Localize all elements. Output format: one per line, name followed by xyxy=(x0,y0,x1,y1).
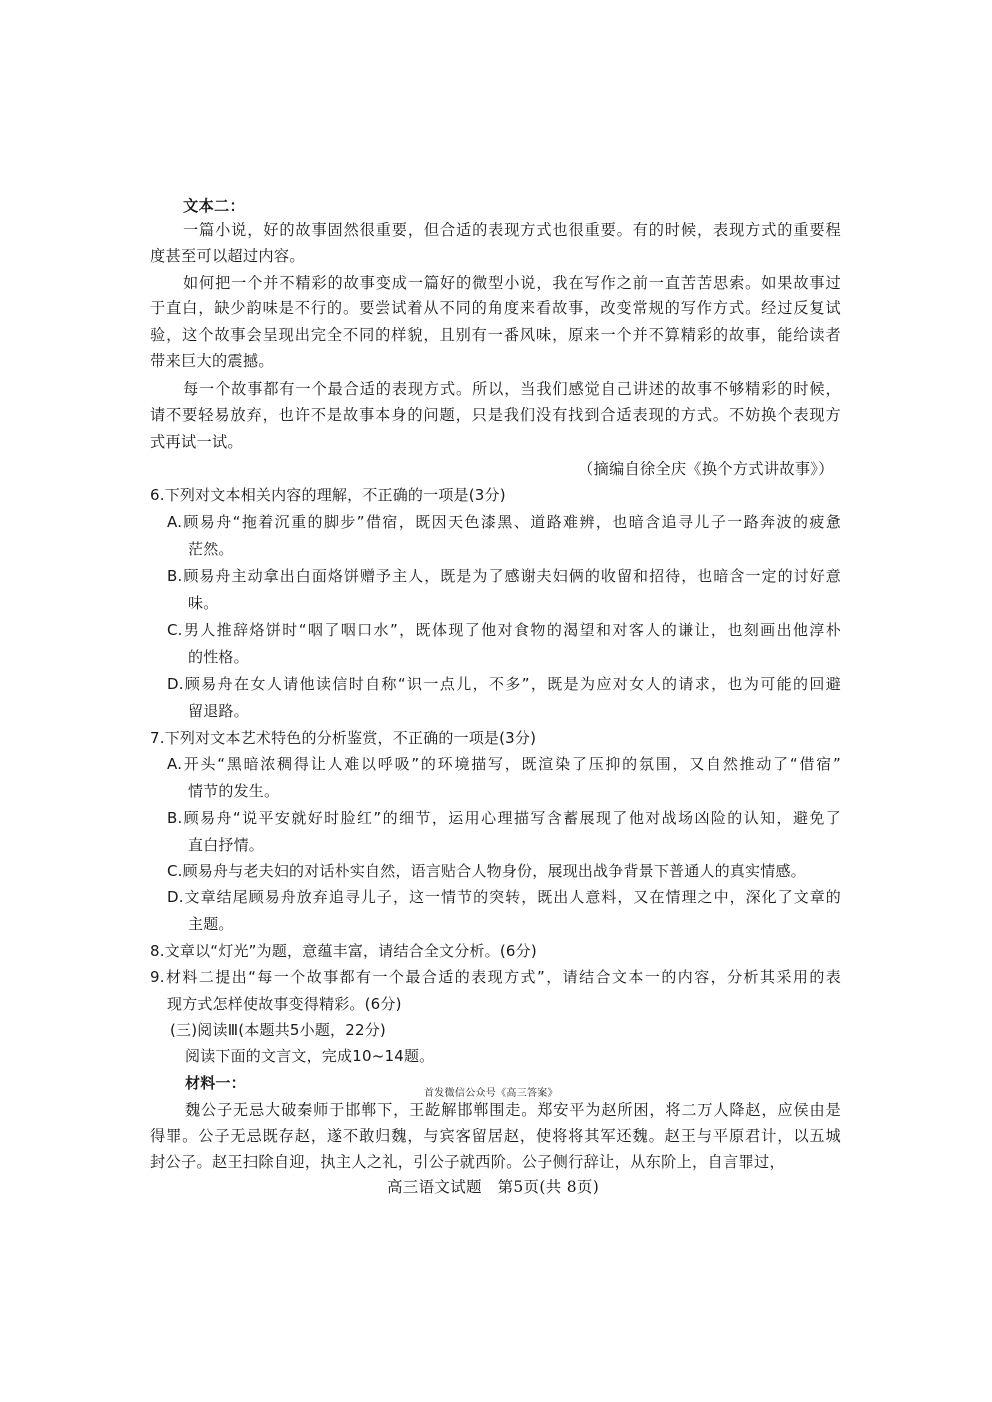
q7-option-c: C.顾易舟与老夫妇的对话朴实自然，语言贴合人物身份，展现出战争背景下普通人的真实情感。 xyxy=(167,862,806,880)
q7-option-a-cont: 情节的发生。 xyxy=(188,782,280,800)
q9-stem-line1: 9.材料二提出“每一个故事都有一个最合适的表现方式”，请结合文本一的内容，分析其采用的表 xyxy=(150,968,841,986)
q6-option-d: D.顾易舟在女人请他读信时自称“识一点儿，不多”，既是为应对女人的请求，也为可能的回避 xyxy=(167,675,841,693)
q6-option-b-cont: 味。 xyxy=(188,594,219,612)
text2-p1-line2: 度甚至可以超过内容。 xyxy=(150,247,305,265)
text2-p3-line1: 每一个故事都有一个最合适的表现方式。所以，当我们感觉自己讲述的故事不够精彩的时候， xyxy=(183,380,841,398)
material1-line3: 封公子。赵王扫除自迎，执主人之礼，引公子就西阶。公子侧行辞让，从东阶上，自言罪过， xyxy=(150,1153,785,1171)
text2-p3-line3: 式再试一试。 xyxy=(150,433,243,451)
text2-p2-line1: 如何把一个并不精彩的故事变成一篇好的微型小说，我在写作之前一直苦苦思索。如果故事过 xyxy=(183,274,841,292)
material1-heading: 材料一： xyxy=(185,1074,246,1092)
q7-option-b: B.顾易舟“说平安就好时脸红”的细节，运用心理描写含蓄展现了他对战场凶险的认知，避免了 xyxy=(167,809,841,827)
text2-p1-line1: 一篇小说，好的故事固然很重要，但合适的表现方式也很重要。有的时候，表现方式的重要程 xyxy=(183,221,841,239)
q6-option-c: C.男人推辞烙饼时“咽了咽口水”，既体现了他对食物的渴望和对客人的谦让，也刻画出他淳朴 xyxy=(167,621,841,639)
material1-line1: 魏公子无忌大破秦师于邯郸下，王龁解邯郸围走。郑安平为赵所困，将二万人降赵，应侯由是 xyxy=(185,1101,841,1119)
page-footer: 高三语文试题 第5页(共 8页) xyxy=(387,1178,600,1196)
q6-stem: 6.下列对文本相关内容的理解，不正确的一项是(3分) xyxy=(150,486,506,504)
watermark-text: 首发微信公众号《高三答案》 xyxy=(424,1088,558,1099)
text2-source: （摘编自徐全庆《换个方式讲故事》） xyxy=(578,460,834,478)
text2-p2-line4: 带来巨大的震撼。 xyxy=(150,352,274,370)
section3-title: (三)阅读Ⅲ(本题共5小题，22分) xyxy=(170,1021,386,1039)
q7-stem: 7.下列对文本艺术特色的分析鉴赏，不正确的一项是(3分) xyxy=(150,729,537,747)
q7-option-d: D.文章结尾顾易舟放弃追寻儿子，这一情节的突转，既出人意料，又在情理之中，深化了文章的 xyxy=(167,888,841,906)
q7-option-b-cont: 直白抒情。 xyxy=(188,836,265,854)
q7-option-d-cont: 主题。 xyxy=(188,915,234,933)
q9-stem-line2: 现方式怎样使故事变得精彩。(6分) xyxy=(167,995,402,1013)
text2-p2-line2: 于直白，缺少韵味是不行的。要尝试着从不同的角度来看故事，改变常规的写作方式。经过反复试 xyxy=(150,299,841,317)
text2-p2-line3: 验，这个故事会呈现出完全不同的样貌，且别有一番风味，原来一个并不算精彩的故事，能给读者 xyxy=(150,326,841,344)
q6-option-d-cont: 留退路。 xyxy=(188,702,249,720)
section3-instruction: 阅读下面的文言文，完成10~14题。 xyxy=(185,1047,435,1065)
text2-p3-line2: 请不要轻易放弃，也许不是故事本身的问题，只是我们没有找到合适表现的方式。不妨换个表现方 xyxy=(150,406,841,424)
q7-option-a: A.开头“黑暗浓稠得让人难以呼吸”的环境描写，既渲染了压抑的氛围，又自然推动了“借宿” xyxy=(167,755,841,773)
q6-option-c-cont: 的性格。 xyxy=(188,648,249,666)
q8-stem: 8.文章以“灯光”为题，意蕴丰富，请结合全文分析。(6分) xyxy=(150,942,537,960)
q6-option-b: B.顾易舟主动拿出白面烙饼赠予主人，既是为了感谢夫妇俩的收留和招待，也暗含一定的讨好意 xyxy=(167,567,841,585)
q6-option-a: A.顾易舟“拖着沉重的脚步”借宿，既因天色漆黑、道路难辨，也暗含追寻儿子一路奔波的疲惫 xyxy=(167,513,841,531)
q6-option-a-cont: 茫然。 xyxy=(188,540,234,558)
text2-heading: 文本二： xyxy=(183,197,245,215)
material1-line2: 得罪。公子无忌既存赵，遂不敢归魏，与宾客留居赵，使将将其军还魏。赵王与平原君计，以五城 xyxy=(150,1127,841,1145)
